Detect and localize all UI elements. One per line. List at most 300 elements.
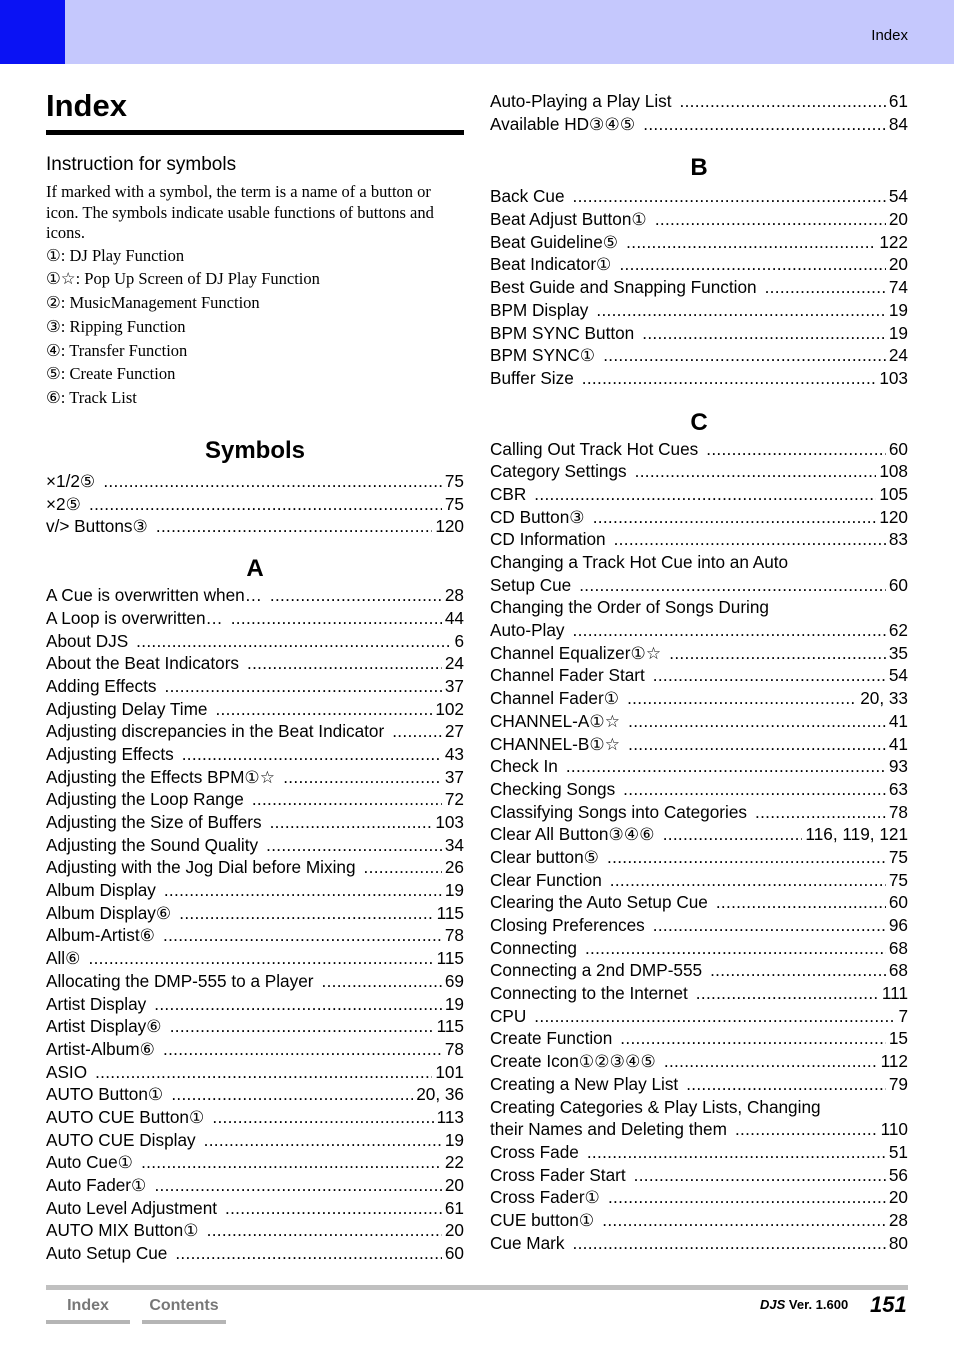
index-entry[interactable] (46, 947, 464, 970)
entry-page: 24 (444, 653, 464, 674)
index-entry[interactable] (490, 1209, 908, 1232)
b-entries (490, 185, 908, 389)
index-entry[interactable] (490, 438, 908, 461)
entry-leader (696, 982, 879, 1005)
entry-page: 78 (444, 1038, 464, 1059)
entry-leader (270, 811, 433, 834)
index-entry[interactable] (46, 1151, 464, 1174)
index-entry[interactable] (490, 937, 908, 960)
section-heading-a: A (246, 555, 264, 583)
entry-leader (175, 1242, 442, 1265)
entry-leader (579, 574, 886, 597)
index-entry[interactable] (490, 231, 908, 254)
index-entry[interactable] (490, 367, 908, 390)
index-entry[interactable] (46, 1129, 464, 1152)
entry-page: 28 (444, 585, 464, 606)
entry-leader (534, 483, 876, 506)
entry-term: Create Function (490, 1028, 613, 1049)
index-entry[interactable] (490, 755, 908, 778)
index-entry[interactable] (490, 982, 908, 1005)
entry-page: 115 (436, 1016, 464, 1037)
index-entry[interactable] (490, 1141, 908, 1164)
entry-page: 20 (888, 254, 908, 275)
index-entry[interactable] (490, 642, 908, 665)
title-rule (46, 130, 464, 135)
entry-term: ASIO (46, 1061, 88, 1082)
index-entry[interactable] (490, 113, 908, 136)
entry-leader (626, 231, 876, 254)
index-entry[interactable] (46, 607, 464, 630)
index-entry[interactable] (46, 993, 464, 1016)
entry-page: 22 (444, 1152, 464, 1173)
index-entry[interactable] (490, 1232, 908, 1255)
entry-term: Classifying Songs into Categories (490, 801, 747, 822)
header-accent-block (0, 0, 65, 64)
entry-page: 108 (879, 461, 908, 482)
entry-page: 26 (444, 857, 464, 878)
index-entry[interactable] (46, 698, 464, 721)
entry-page: 20 (888, 1187, 908, 1208)
index-entry-wrap-line: Changing the Order of Songs During (490, 597, 769, 618)
entry-page: 15 (888, 1028, 908, 1049)
entry-term: Channel Equalizer①☆ (490, 642, 662, 663)
entry-term: AUTO CUE Display (46, 1129, 196, 1150)
entry-term: Connecting a 2nd DMP-555 (490, 960, 703, 981)
entry-term: Cross Fader Start (490, 1164, 626, 1185)
index-entry[interactable] (46, 766, 464, 789)
index-entry[interactable] (46, 1061, 464, 1084)
entry-term: Closing Preferences (490, 915, 645, 935)
entry-page: 6 (454, 630, 464, 651)
entry-leader (610, 869, 886, 892)
entry-leader (573, 619, 886, 642)
entry-leader (266, 834, 442, 857)
index-entry[interactable] (46, 743, 464, 766)
entry-term: Creating a New Play List (490, 1073, 679, 1094)
entry-term: Adjusting Delay Time (46, 698, 208, 719)
entry-term: Adjusting the Loop Range (46, 789, 244, 810)
index-entry[interactable] (46, 720, 464, 743)
index-entry[interactable] (46, 630, 464, 653)
entry-term: BPM Display (490, 299, 589, 320)
entry-page: 20, 36 (416, 1084, 464, 1105)
entry-leader (573, 185, 886, 208)
footer-rule (46, 1285, 908, 1290)
entry-page: 41 (888, 710, 908, 731)
index-entry[interactable] (490, 483, 908, 506)
entry-leader (593, 506, 877, 529)
entry-term: CHANNEL-B①☆ (490, 733, 621, 754)
entry-leader (623, 778, 886, 801)
entry-leader (765, 276, 886, 299)
c-entries-3 (490, 1141, 908, 1254)
entry-leader (628, 733, 886, 756)
entry-page: 75 (888, 869, 908, 890)
entry-page: 101 (435, 1061, 464, 1082)
entry-leader (163, 1038, 442, 1061)
entry-term: Category Settings (490, 461, 627, 482)
entry-leader (585, 937, 886, 960)
entry-leader (608, 1186, 886, 1209)
index-entry[interactable] (46, 1242, 464, 1265)
entry-leader (710, 959, 886, 982)
entry-page: 20 (888, 209, 908, 230)
entry-term: Artist Display (46, 993, 147, 1014)
index-entry[interactable] (46, 970, 464, 993)
entry-term: Album Display⑥ (46, 902, 172, 923)
entry-page: 62 (888, 620, 908, 641)
index-entry-wrap-line: Changing a Track Hot Cue into an Auto (490, 552, 789, 572)
entry-page: 20, 33 (860, 688, 908, 709)
entry-leader (755, 801, 886, 824)
index-entry[interactable] (490, 801, 908, 824)
entry-term: Connecting to the Internet (490, 983, 688, 1004)
entry-leader (664, 1050, 878, 1073)
entry-page: 72 (444, 789, 464, 810)
entry-page: 41 (888, 733, 908, 754)
entry-term: Back Cue (490, 186, 565, 207)
entry-page: 44 (444, 607, 464, 628)
entry-term: About DJS (46, 630, 129, 651)
entry-leader (643, 113, 886, 136)
entry-page: 60 (888, 438, 908, 459)
entry-page: 19 (444, 880, 464, 901)
entry-page: 83 (888, 529, 908, 550)
entry-page: 112 (880, 1051, 908, 1072)
entry-term: Checking Songs (490, 778, 616, 799)
entry-page: 34 (444, 834, 464, 855)
entry-leader (154, 1174, 441, 1197)
entry-leader (156, 515, 432, 538)
entry-leader (225, 1197, 442, 1220)
entry-leader (686, 1073, 886, 1096)
index-entry[interactable] (46, 652, 464, 675)
c-entries-2 (490, 642, 908, 1096)
entry-term: Cross Fade (490, 1141, 579, 1162)
entry-page: 27 (444, 721, 464, 742)
entry-leader (179, 902, 433, 925)
entry-term: CD Information (490, 529, 606, 550)
entry-leader (634, 1164, 886, 1187)
index-entry[interactable] (46, 902, 464, 925)
entry-leader (735, 1118, 878, 1141)
entry-page: 19 (888, 299, 908, 320)
entry-page: 96 (888, 915, 908, 935)
footer-contents-button[interactable]: Contents (142, 1292, 226, 1324)
entry-page: 43 (444, 743, 464, 764)
entry-term: Create Icon①②③④⑤ (490, 1051, 656, 1072)
entry-term: CBR (490, 483, 527, 504)
entry-page: 102 (435, 698, 464, 719)
index-entry[interactable] (46, 879, 464, 902)
index-entry[interactable] (490, 276, 908, 299)
entry-term: Best Guide and Snapping Function (490, 277, 757, 298)
index-entry[interactable] (46, 493, 464, 516)
entry-page: 75 (444, 493, 464, 514)
entry-term: Beat Indicator① (490, 254, 612, 275)
entry-leader (587, 1141, 886, 1164)
entry-leader (252, 788, 442, 811)
entry-page: 113 (436, 1106, 464, 1127)
index-entry[interactable] (490, 344, 908, 367)
entry-term: Auto-Playing a Play List (490, 91, 672, 111)
index-entry[interactable] (490, 710, 908, 733)
entry-leader (204, 1129, 442, 1152)
entry-leader (534, 1005, 895, 1028)
entry-leader (619, 253, 885, 276)
brand-name: DJS (760, 1297, 786, 1312)
index-entry[interactable] (490, 664, 908, 687)
entry-leader (655, 208, 886, 231)
index-entry[interactable] (490, 1027, 908, 1050)
index-entry[interactable] (490, 1118, 908, 1141)
entry-page: 103 (879, 367, 908, 388)
entry-term: their Names and Deleting them (490, 1119, 727, 1140)
entry-page: 120 (879, 506, 908, 527)
index-entry[interactable] (490, 687, 908, 710)
entry-leader (392, 720, 442, 743)
symbol-legend-line: ⑤: Create Function (46, 364, 176, 384)
symbol-legend (46, 244, 464, 411)
entry-page: 60 (444, 1243, 464, 1264)
entry-leader (163, 924, 442, 947)
entry-term: Clearing the Auto Setup Cue (490, 892, 708, 913)
entry-term: Adjusting with the Jog Dial before Mixing (46, 857, 356, 878)
index-entry[interactable] (490, 846, 908, 869)
index-entry[interactable] (490, 823, 908, 846)
entry-page: 122 (879, 231, 908, 252)
entry-term: Auto Cue① (46, 1152, 134, 1173)
index-entry[interactable] (46, 856, 464, 879)
index-entry[interactable] (490, 574, 908, 597)
entry-page: 7 (898, 1005, 908, 1026)
entry-term: Check In (490, 756, 558, 777)
entry-page: 115 (436, 948, 464, 969)
entry-page: 51 (888, 1141, 908, 1162)
entry-page: 54 (888, 665, 908, 686)
index-entry[interactable] (46, 470, 464, 493)
entry-page: 75 (888, 846, 908, 867)
entry-leader (680, 90, 886, 113)
entry-page: 20 (444, 1220, 464, 1241)
entry-term: Album Display (46, 880, 156, 901)
entry-leader (247, 652, 442, 675)
page-title: Index (46, 88, 127, 123)
entry-term: Clear All Button③④⑥ (490, 824, 655, 845)
c-entries-1 (490, 438, 908, 551)
entry-leader (103, 470, 442, 493)
entry-leader (716, 891, 886, 914)
entry-page: 61 (444, 1197, 464, 1218)
entry-page: 68 (888, 937, 908, 958)
left-column (46, 86, 464, 1265)
entry-page: 115 (436, 902, 464, 923)
index-entry[interactable] (490, 185, 908, 208)
entry-leader (231, 607, 442, 630)
entry-leader (215, 698, 432, 721)
header-label: Index (871, 27, 908, 44)
symbol-legend-line: ③: Ripping Function (46, 316, 186, 336)
entry-leader (582, 367, 877, 390)
entry-term: A Cue is overwritten when… (46, 585, 262, 606)
entry-leader (653, 664, 886, 687)
footer-index-button[interactable]: Index (46, 1292, 130, 1324)
entry-page: 116, 119, 121 (805, 824, 908, 845)
index-entry[interactable] (46, 1106, 464, 1129)
index-entry[interactable] (46, 1015, 464, 1038)
index-entry[interactable] (490, 90, 908, 113)
entry-leader (663, 823, 803, 846)
section-heading-c: C (690, 408, 708, 436)
index-entry[interactable] (46, 1038, 464, 1061)
entry-page: 120 (435, 516, 464, 537)
entry-page: 75 (444, 471, 464, 492)
entry-term: Clear button⑤ (490, 846, 600, 867)
entry-term: CHANNEL-A①☆ (490, 710, 621, 731)
entry-leader (170, 1015, 434, 1038)
entry-term: ×2⑤ (46, 493, 82, 514)
index-entry[interactable] (490, 1186, 908, 1209)
entry-leader (669, 642, 886, 665)
index-entry[interactable] (46, 924, 464, 947)
entry-leader (596, 299, 886, 322)
entry-page: 84 (888, 113, 908, 134)
entry-term: Available HD③④⑤ (490, 113, 636, 134)
entry-leader (283, 766, 442, 789)
entry-page: 105 (879, 483, 908, 504)
index-entry[interactable] (46, 1219, 464, 1242)
index-entry[interactable] (490, 506, 908, 529)
entry-term: Album-Artist⑥ (46, 925, 155, 946)
entry-page: 63 (888, 778, 908, 799)
entry-leader (620, 1027, 886, 1050)
entry-leader (627, 687, 857, 710)
symbols-instruction-heading: Instruction for symbols (46, 154, 237, 175)
entry-leader (136, 630, 451, 653)
entry-page: 19 (888, 322, 908, 343)
entry-page: 103 (435, 812, 464, 833)
entry-term: AUTO Button① (46, 1084, 164, 1105)
entry-term: ×1/2⑤ (46, 471, 96, 492)
index-entry[interactable] (490, 619, 908, 642)
entry-page: 60 (888, 574, 908, 595)
entry-term: v/> Buttons③ (46, 516, 148, 537)
entry-page: 111 (881, 983, 908, 1004)
index-entry[interactable] (490, 322, 908, 345)
index-entry[interactable] (490, 1164, 908, 1187)
entry-page: 37 (444, 675, 464, 696)
entry-term: Setup Cue (490, 574, 572, 595)
entry-term: Cue Mark (490, 1232, 565, 1253)
entry-leader (566, 755, 886, 778)
entry-term: Adjusting the Effects BPM①☆ (46, 766, 276, 787)
entry-page: 19 (444, 993, 464, 1014)
index-entry[interactable] (490, 914, 908, 937)
symbols-instruction-text: If marked with a symbol, the term is a name of a button or icon. The symbols indicate usable functions of buttons and icons. (46, 182, 434, 242)
index-entry[interactable] (490, 528, 908, 551)
entry-leader (89, 493, 442, 516)
entry-leader (706, 438, 886, 461)
index-entry[interactable] (490, 1005, 908, 1028)
index-entry[interactable] (46, 1174, 464, 1197)
entry-term: Auto-Play (490, 620, 565, 641)
index-entry[interactable] (46, 1083, 464, 1106)
index-entry[interactable] (46, 834, 464, 857)
entry-term: Adjusting the Sound Quality (46, 834, 259, 855)
index-entry[interactable] (490, 1073, 908, 1096)
symbol-legend-line: ①: DJ Play Function (46, 245, 185, 265)
entry-page: 60 (888, 892, 908, 913)
index-entry[interactable] (490, 733, 908, 756)
entry-term: Cross Fader① (490, 1187, 600, 1208)
entry-page: 93 (888, 756, 908, 777)
index-entry[interactable] (490, 1050, 908, 1073)
index-entry[interactable] (490, 253, 908, 276)
entry-term: Beat Adjust Button① (490, 209, 647, 230)
entry-leader (635, 460, 877, 483)
right-column (490, 90, 908, 1254)
symbol-legend-line: ①☆: Pop Up Screen of DJ Play Function (46, 269, 320, 289)
index-entry[interactable] (490, 869, 908, 892)
index-entry[interactable] (46, 675, 464, 698)
entry-leader (573, 1232, 886, 1255)
a-continued-entries (490, 90, 908, 135)
entry-page: 78 (444, 925, 464, 946)
entry-leader (653, 914, 886, 937)
index-entry[interactable] (46, 515, 464, 538)
entry-page: 80 (888, 1232, 908, 1253)
entry-term: Calling Out Track Hot Cues (490, 438, 699, 459)
section-heading-b: B (690, 154, 708, 182)
index-entry[interactable] (46, 788, 464, 811)
a-entries (46, 584, 464, 1265)
entry-page: 20 (444, 1175, 464, 1196)
entry-term: Connecting (490, 937, 577, 958)
section-heading-symbols: Symbols (204, 437, 306, 465)
symbol-legend-line: ②: MusicManagement Function (46, 293, 260, 313)
entry-term: Adjusting Effects (46, 743, 174, 764)
entry-page: 54 (888, 186, 908, 207)
entry-term: Auto Fader① (46, 1175, 147, 1196)
entry-term: BPM SYNC① (490, 345, 596, 366)
entry-leader (171, 1083, 413, 1106)
index-entry[interactable] (490, 299, 908, 322)
index-entry[interactable] (490, 959, 908, 982)
entry-leader (95, 1061, 432, 1084)
entry-page: 78 (888, 801, 908, 822)
entry-page: 69 (444, 970, 464, 991)
index-entry[interactable] (46, 811, 464, 834)
index-entry[interactable] (490, 891, 908, 914)
index-entry[interactable] (490, 208, 908, 231)
index-entry-wrap-line: Creating Categories & Play Lists, Changing (490, 1096, 821, 1117)
entry-leader (603, 344, 886, 367)
entry-leader (154, 993, 442, 1016)
index-entry[interactable] (490, 460, 908, 483)
entry-term: Channel Fader① (490, 688, 620, 709)
entry-term: All⑥ (46, 948, 81, 969)
entry-term: AUTO CUE Button① (46, 1106, 205, 1127)
index-entry[interactable] (46, 1197, 464, 1220)
entry-page: 68 (888, 960, 908, 981)
footer-brand (760, 1297, 848, 1312)
index-entry[interactable] (46, 584, 464, 607)
entry-term: Artist Display⑥ (46, 1016, 162, 1037)
entry-term: Auto Setup Cue (46, 1243, 168, 1264)
index-entry[interactable] (490, 778, 908, 801)
entry-term: AUTO MIX Button① (46, 1220, 199, 1241)
entry-page: 56 (888, 1164, 908, 1185)
